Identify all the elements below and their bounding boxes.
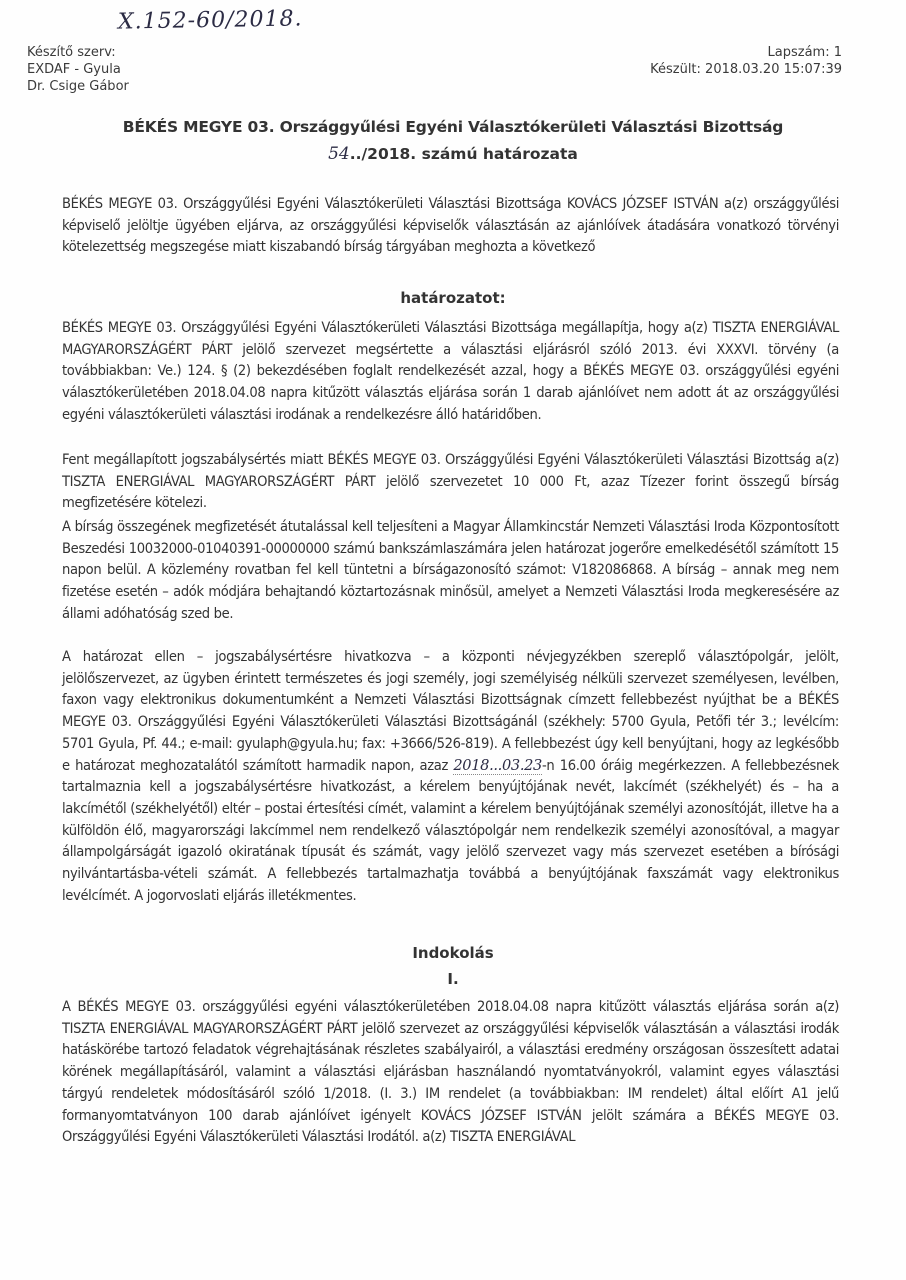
appeal-text-part1: A határozat ellen – jogszabálysértésre hivatkozva – a központi névjegyzékben szereplő választópolgár, jelölt, jelölőszervezet, az ügyben érintett természetes és jogi személy, jogi személyiség nélküli szervezet személyesen, levélben, faxon vagy elektronikus dokumentumként a Nemzeti Választási Bizottságnak címzett fellebbezést nyújthat be a BÉKÉS MEGYE 03. Országgyűlési Egyéni Választókerületi Választási Bizottságánál (székhely: 5700 Gyula, Petőfi tér 3.; levélcím: 5701 Gyula, Pf. 44.; e-mail: gyulaph@gyula.hu; fax: +3666/526-819). A fellebbezést úgy kell benyújtani, hogy az legkésőbb e határozat meghozatalától számított harmadik napon, azaz (62, 648, 839, 774)
issuer-label: Készítő szerv: (27, 45, 116, 60)
appeal-text-part2: -n 16.00 óráig megérkezzen. A fellebbezésnek tartalmaznia kell a jogszabálysértésre hivatkozást, a kérelem benyújtójának nevét, lakcímét (székhelyét) és – ha a lakcímétől (székhelyétől) eltér – postai értesítési címét, valamint a kérelem benyújtójának személyi azonosítóját, illetve ha a külföldön élő, magyarországi lakcímmel nem rendelkező választópolgár nem rendelkezik személyi azonosítóval, a magyar állampolgárságát igazoló okiratának típusát és számát, vagy jelölő szervezet vagy más szervezet esetében a bírósági nyilvántartásba-vételi számát. A fellebbezés tartalmazhatja továbbá a benyújtójának faxszámát vagy elektronikus levélcímét. A jogorvoslati eljárás illetékmentes. (62, 756, 840, 904)
title-resolution-rest: ../2018. számú határozata (349, 145, 578, 163)
section-number: I. (447, 970, 459, 988)
reasoning-heading: Indokolás (412, 944, 494, 962)
intro-text: BÉKÉS MEGYE 03. Országgyűlési Egyéni Választókerületi Választási Bizottsága KOVÁCS JÓZSEF ISTVÁN a(z) országgyűlési képviselő jelöltje ügyében eljárva, az országgyűlési képviselők választásán az ajánlóívek átadására vonatkozó törvényi kötelezettség megszegése miatt kiszabandó bírság tárgyában meghozta a következő (62, 195, 839, 256)
handwritten-appeal-deadline: 2018...03.23 (453, 756, 542, 774)
decision-text-3: A bírság összegének megfizetését átutalással kell teljesíteni a Magyar Államkincstár Nemzeti Választási Iroda Központosított Beszedési 10032000-01040391-00000000 számú bankszámlaszámára jelen határozat jogerőre emelkedésétől számított 15 napon belül. A közlemény rovatban fel kell tüntetni a bírságazonosító számot: V182086868. A bírság – annak meg nem fizetése esetén – adók módjára behajtandó köztartozásnak minősül, amelyet a Nemzeti Választási Iroda megkeresésére az állami adóhatóság szed be. (62, 518, 839, 622)
decision-text-2: Fent megállapított jogszabálysértés miatt BÉKÉS MEGYE 03. Országgyűlési Egyéni Választókerületi Választási Bizottság a(z) TISZTA ENERGIÁVAL MAGYARORSZÁGÉRT PÁRT jelölő szervezetet 10 000 Ft, azaz Tízezer forint összegű bírság megfizetésére kötelezi. (62, 451, 839, 512)
created-timestamp: Készült: 2018.03.20 15:07:39 (650, 62, 842, 77)
issuer-info (27, 44, 129, 95)
page-number: Lapszám: 1 (767, 45, 842, 60)
intro-paragraph (62, 193, 839, 258)
decision-text-1: BÉKÉS MEGYE 03. Országgyűlési Egyéni Választókerületi Választási Bizottsága megállapítja, hogy a(z) TISZTA ENERGIÁVAL MAGYARORSZÁGÉRT PÁRT jelölő szervezet megsértette a választási eljárásról szóló 2013. évi XXXVI. törvény (a továbbiakban: Ve.) 124. § (2) bekezdésében foglalt rendelkezését azzal, hogy a BÉKÉS MEGYE 03. országgyűlési egyéni választókerületében 2018.04.08 napra kitűzött választás eljárása során 1 darab ajánlóívet nem adott át az országgyűlési egyéni választókerületi választási irodának a rendelkezésre álló határidőben. (62, 319, 839, 423)
decision-paragraph-2 (62, 449, 839, 514)
handwritten-reference-number: X.152-60/2018. (117, 6, 303, 35)
reasoning-text: A BÉKÉS MEGYE 03. országgyűlési egyéni választókerületében 2018.04.08 napra kitűzött választás eljárása során a(z) TISZTA ENERGIÁVAL MAGYARORSZÁGÉRT PÁRT jelölő szervezet az országgyűlési képviselők választásán a választási irodák hatáskörébe tartozó feladatok végrehajtásának részletes szabályairól, a választási eredmény országosan összesített adatai körének megállapításáról, valamint a választási eljárásban használandó nyomtatványokról, valamint egyes választási tárgyú rendeletek módosításáról szóló 1/2018. (I. 3.) IM rendelet (a továbbiakban: IM rendelet) által előírt A1 jelű formanyomtatványon 100 darab ajánlóívet igényelt KOVÁCS JÓZSEF ISTVÁN jelölt számára a BÉKÉS MEGYE 03. Országgyűlési Egyéni Választókerületi Választási Irodától. a(z) TISZTA ENERGIÁVAL (62, 998, 839, 1146)
document-title (0, 118, 906, 164)
title-committee: BÉKÉS MEGYE 03. Országgyűlési Egyéni Választókerületi Választási Bizottság (122, 118, 784, 136)
title-resolution-number (0, 144, 906, 164)
issuer-person: Dr. Csige Gábor (27, 79, 129, 94)
handwritten-resolution-number: 54 (328, 144, 350, 164)
decision-paragraph-1 (62, 317, 839, 426)
appeal-text (62, 646, 839, 906)
page-meta (650, 44, 842, 78)
decision-paragraph-3 (62, 516, 839, 625)
issuer-org: EXDAF - Gyula (27, 62, 121, 77)
appeal-paragraph (62, 646, 839, 906)
reasoning-paragraph (62, 996, 839, 1148)
decision-heading: határozatot: (400, 289, 506, 307)
